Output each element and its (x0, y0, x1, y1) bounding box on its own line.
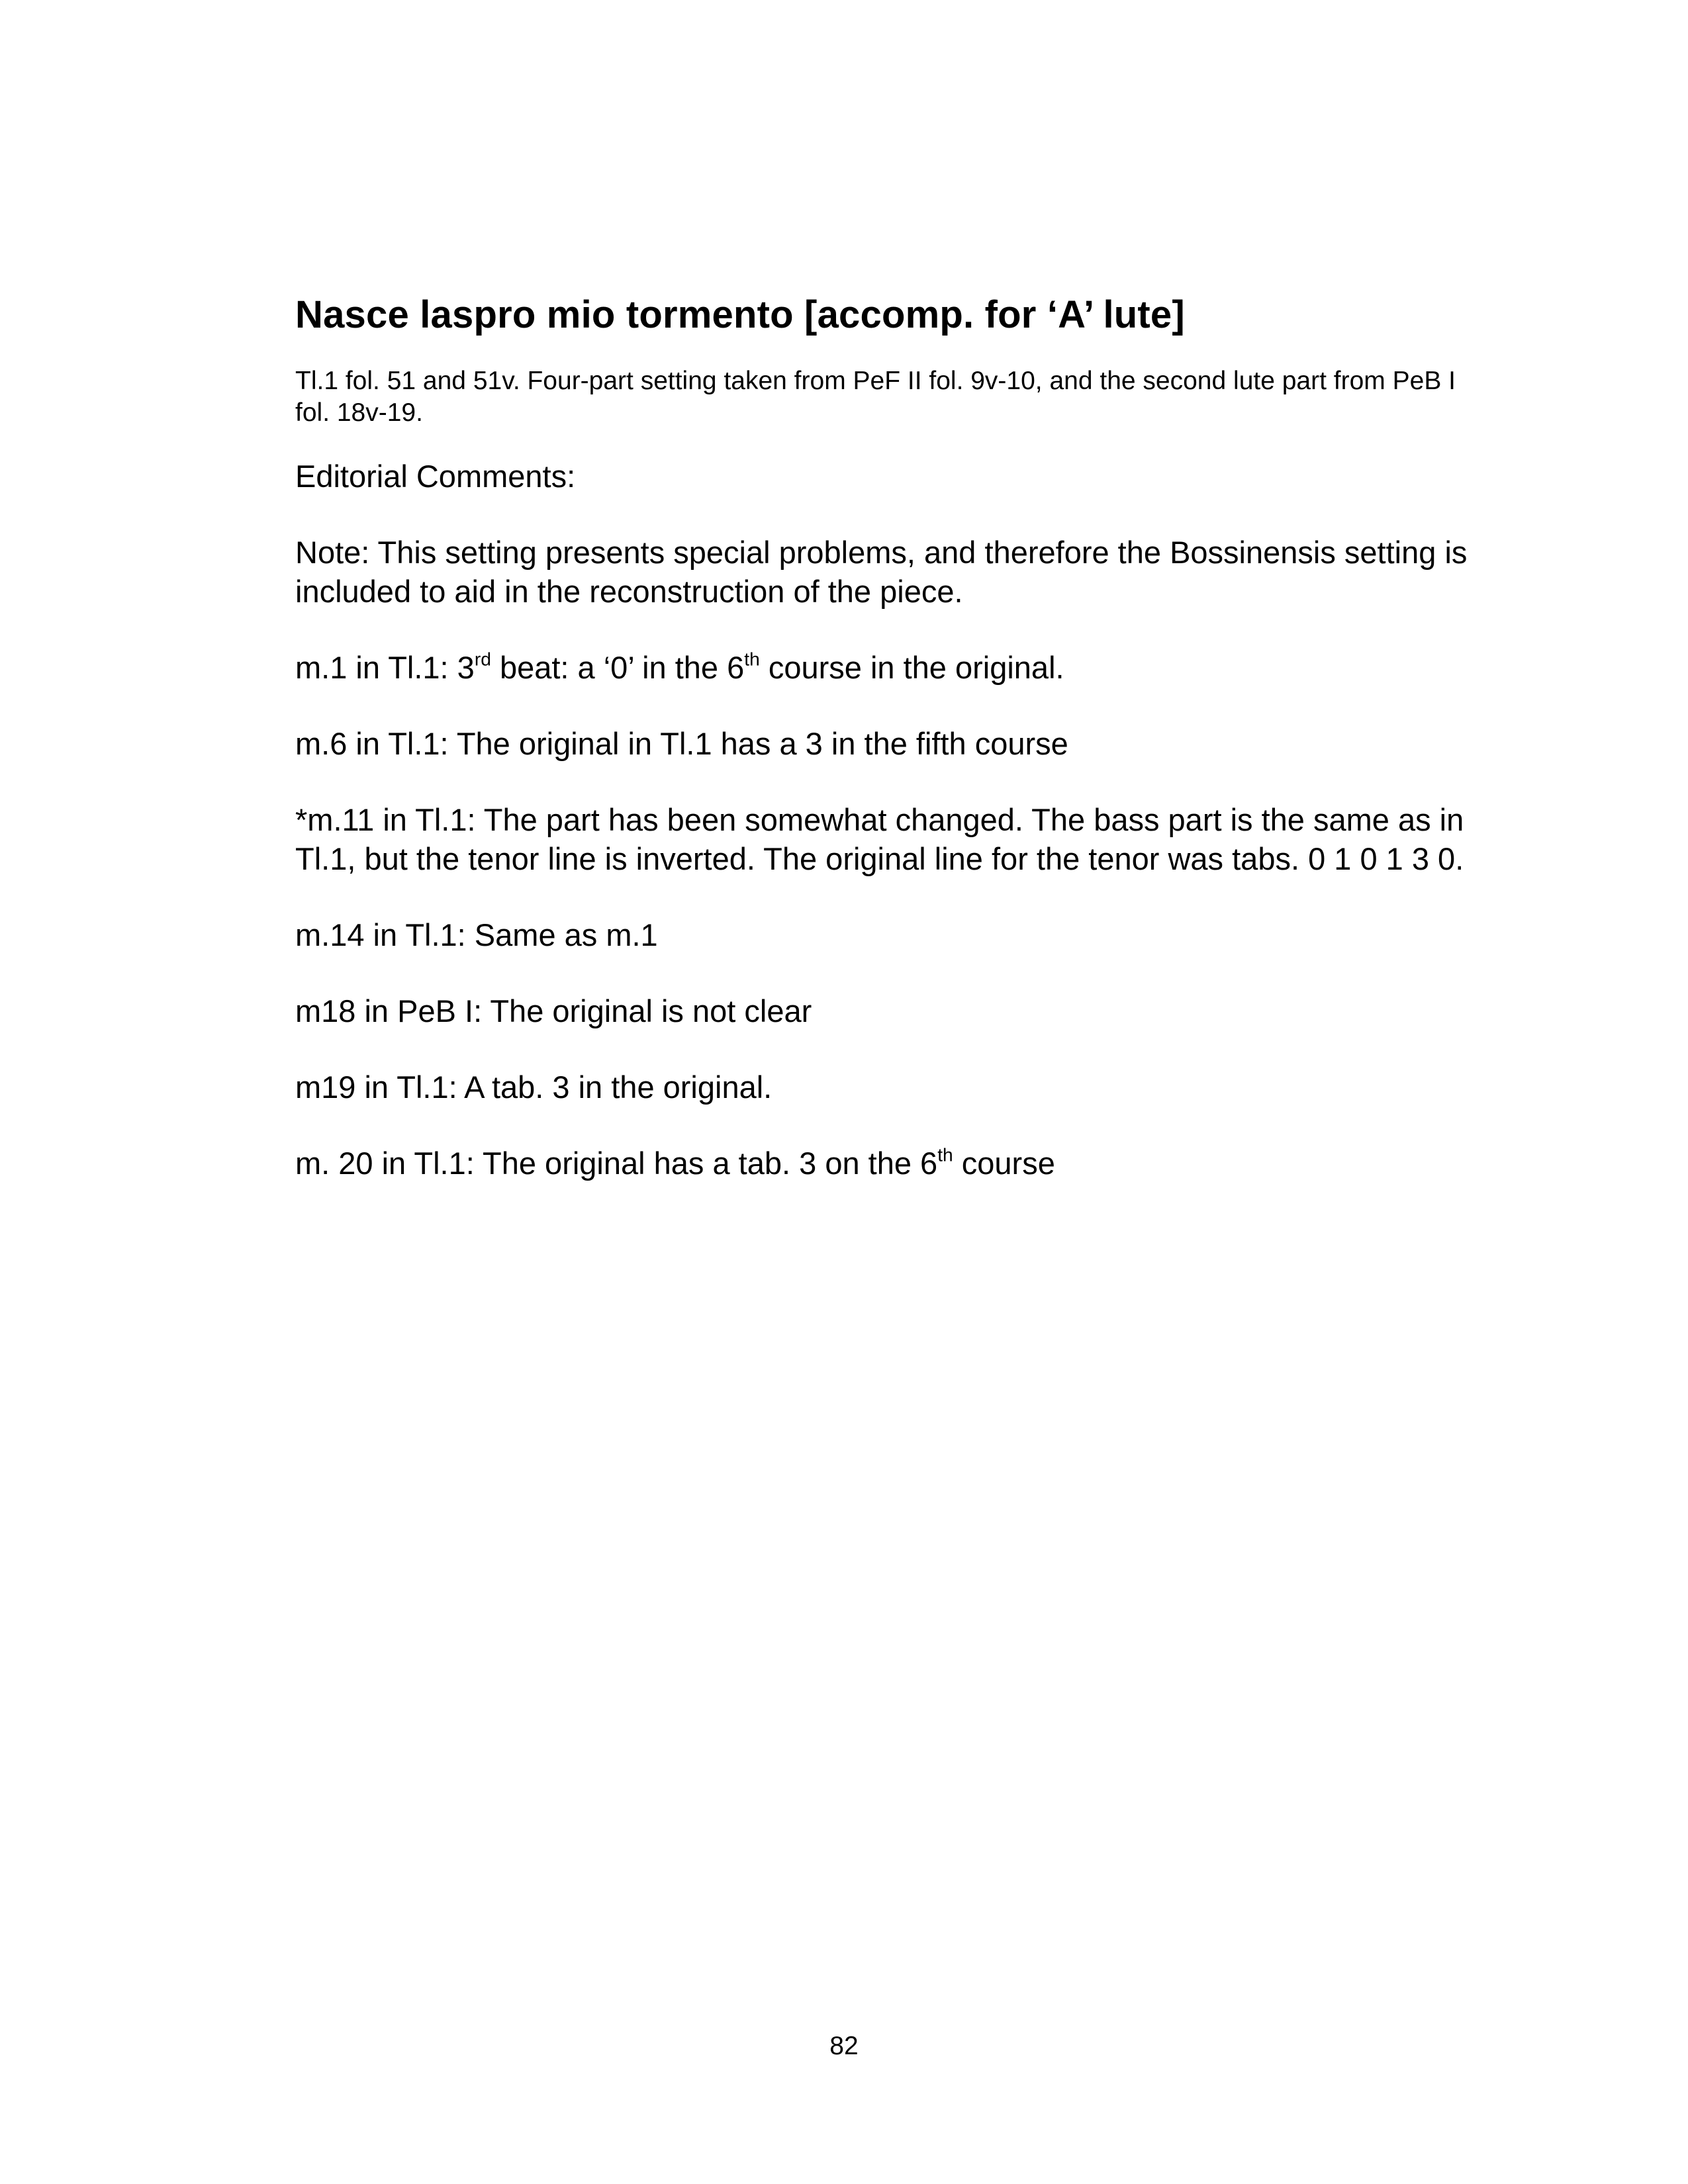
page-number: 82 (829, 2032, 859, 2060)
comment-m6: m.6 in Tl.1: The original in Tl.1 has a 3 in the fifth course (295, 726, 1068, 761)
comment-m20 (295, 1144, 1474, 1183)
comment-m11: *m.11 in Tl.1: The part has been somewhat changed. The bass part is the same as in Tl.1, but the tenor line is inverted. The original line for the tenor was tabs. 0 1 0 1 3 0. (295, 802, 1464, 876)
section-heading: Editorial Comments: (295, 459, 576, 494)
comment-m20-text-a: m. 20 in Tl.1: The original has a tab. 3 on the 6 (295, 1146, 938, 1181)
source-citation: Tl.1 fol. 51 and 51v. Four-part setting taken from PeF II fol. 9v-10, and the second lute part from PeB I fol. 18v-19. (295, 367, 1456, 427)
comment-m1-superscript-rd: rd (474, 648, 491, 670)
comment-m14: m.14 in Tl.1: Same as m.1 (295, 917, 658, 952)
note-paragraph: Note: This setting presents special problems, and therefore the Bossinensis setting is included to aid in the reconstruction of the piece. (295, 535, 1468, 609)
comment-m20-superscript-th: th (937, 1144, 953, 1165)
comment-m18: m18 in PeB I: The original is not clear (295, 993, 812, 1028)
comment-m20-text-b: course (953, 1146, 1055, 1181)
comment-m19: m19 in Tl.1: A tab. 3 in the original. (295, 1069, 773, 1105)
comment-m1-text-a: m.1 in Tl.1: 3 (295, 650, 475, 685)
comment-m1-text-c: course in the original. (759, 650, 1064, 685)
page-title: Nasce laspro mio tormento [accomp. for ‘A’ lute] (295, 293, 1185, 336)
comment-m1-superscript-th: th (744, 648, 760, 670)
document-body (295, 291, 1474, 1220)
comment-m1 (295, 648, 1474, 687)
comment-m1-text-b: beat: a ‘0’ in the 6 (491, 650, 745, 685)
